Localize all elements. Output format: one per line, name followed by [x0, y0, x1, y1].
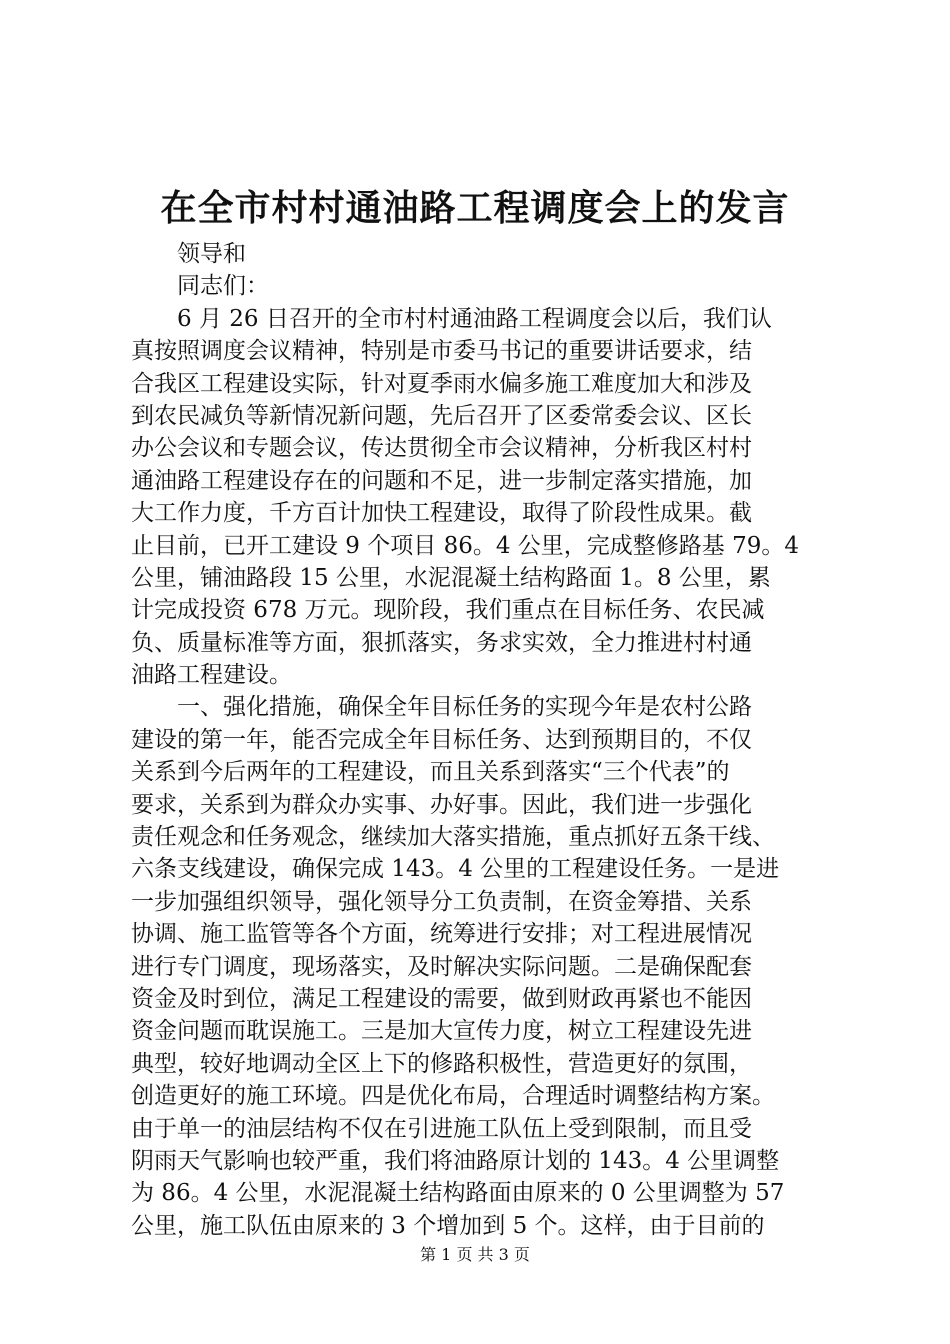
body-line: 关系到今后两年的工程建设，而且关系到落实“三个代表”的: [131, 759, 730, 786]
body-line: 公里，铺油路段 15 公里，水泥混凝土结构路面 1。8 公里，累: [131, 564, 771, 591]
body-line: 通油路工程建设存在的问题和不足，进一步制定落实措施，加: [131, 467, 752, 494]
body-line: 建设的第一年，能否完成全年目标任务、达到预期目的，不仅: [131, 726, 752, 753]
body-line: 为 86。4 公里，水泥混凝土结构路面由原来的 0 公里调整为 57: [131, 1180, 785, 1207]
body-line: 六条支线建设，确保完成 143。4 公里的工程建设任务。一是进: [131, 856, 780, 883]
body-line: 资金问题而耽误施工。三是加大宣传力度，树立工程建设先进: [131, 1018, 752, 1045]
body-line: 领导和: [177, 241, 246, 267]
body-line: 进行专门调度，现场落实，及时解决实际问题。二是确保配套: [131, 953, 752, 980]
body-line: 协调、施工监管等各个方面，统筹进行安排；对工程进展情况: [131, 921, 752, 948]
body-line: 要求，关系到为群众办实事、办好事。因此，我们进一步强化: [131, 791, 752, 818]
body-line: 计完成投资 678 万元。现阶段，我们重点在目标任务、农民减: [131, 597, 765, 624]
body-line: 创造更好的施工环境。四是优化布局，合理适时调整结构方案。: [131, 1083, 775, 1110]
document-title: 在全市村村通油路工程调度会上的发言: [160, 188, 790, 229]
body-line: 一步加强组织领导，强化领导分工负责制，在资金筹措、关系: [131, 888, 752, 915]
body-line: 止目前，已开工建设 9 个项目 86。4 公里，完成整修路基 79。4: [131, 532, 799, 559]
document-body: [131, 238, 831, 1242]
body-line: 公里，施工队伍由原来的 3 个增加到 5 个。这样，由于目前的: [131, 1212, 765, 1239]
body-line: 合我区工程建设实际，针对夏季雨水偏多施工难度加大和涉及: [131, 370, 752, 397]
body-line: 油路工程建设。: [131, 662, 292, 689]
body-line: 典型，较好地调动全区上下的修路积极性，营造更好的氛围，: [131, 1050, 752, 1077]
body-line: 责任观念和任务观念，继续加大落实措施，重点抓好五条干线、: [131, 824, 775, 851]
body-line: 同志们：: [177, 273, 269, 300]
body-line: 负、质量标准等方面，狠抓落实，务求实效，全力推进村村通: [131, 629, 752, 656]
body-line: 真按照调度会议精神，特别是市委马书记的重要讲话要求，结: [131, 338, 752, 365]
body-line: 办公会议和专题会议，传达贯彻全市会议精神，分析我区村村: [131, 435, 752, 462]
body-line: 阴雨天气影响也较严重，我们将油路原计划的 143。4 公里调整: [131, 1147, 780, 1174]
body-line: 由于单一的油层结构不仅在引进施工队伍上受到限制，而且受: [131, 1115, 752, 1142]
body-line: 6 月 26 日召开的全市村村通油路工程调度会以后，我们认: [177, 305, 772, 332]
body-line: 一、强化措施，确保全年目标任务的实现今年是农村公路: [177, 694, 752, 721]
body-line: 资金及时到位，满足工程建设的需要，做到财政再紧也不能因: [131, 985, 752, 1012]
body-line: 到农民减负等新情况新问题，先后召开了区委常委会议、区长: [131, 402, 752, 429]
body-line: 大工作力度，千方百计加快工程建设，取得了阶段性成果。截: [131, 500, 752, 527]
page-footer: 第 1 页 共 3 页: [420, 1245, 530, 1264]
